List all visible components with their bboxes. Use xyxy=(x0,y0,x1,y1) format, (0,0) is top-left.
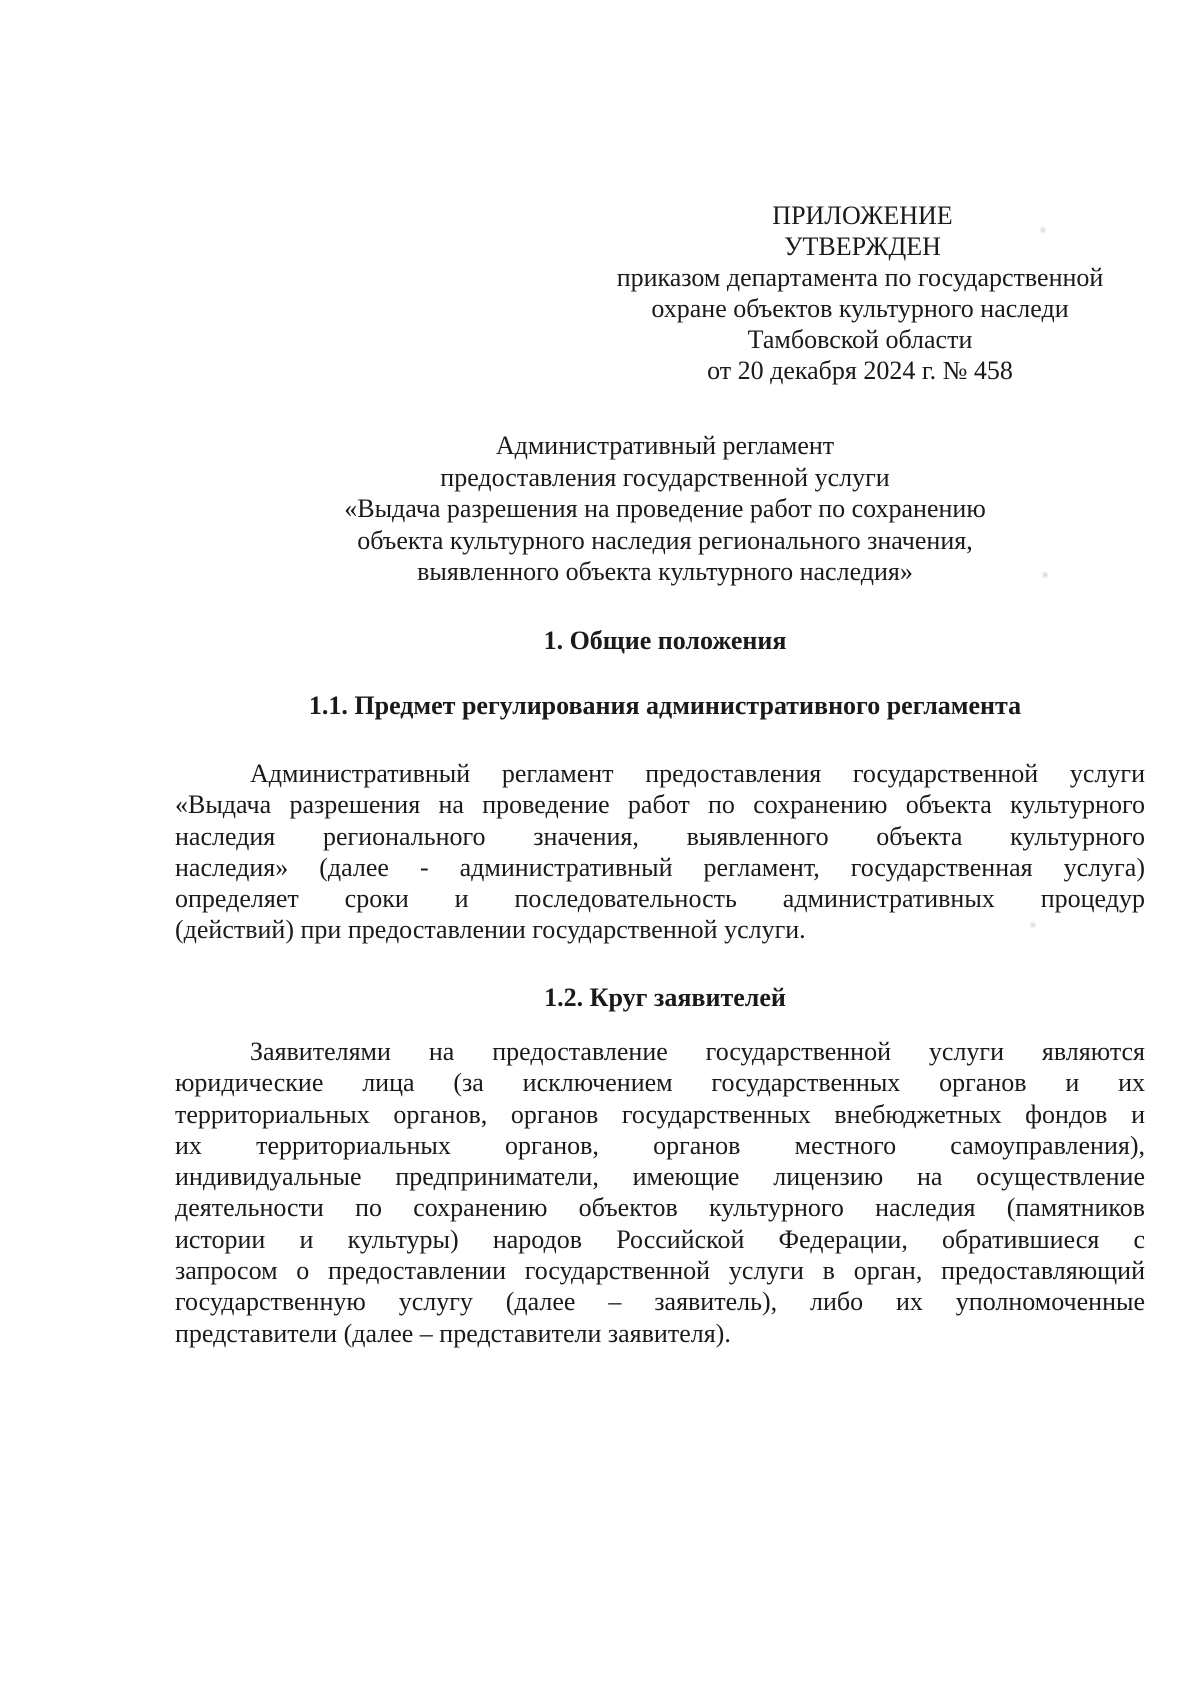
appendix-label: ПРИЛОЖЕНИЕ xyxy=(772,201,953,230)
approval-department-line: охране объектов культурного наследи xyxy=(651,294,1069,323)
section-1-heading: 1. Общие положения xyxy=(543,626,787,655)
title-line-3: «Выдача разрешения на проведение работ по сохранению xyxy=(344,494,986,523)
paragraph-line: Заявителями на предоставление государственной услуги являются xyxy=(250,1037,1145,1066)
paragraph-line: представители (далее – представители заявителя). xyxy=(175,1318,731,1348)
paragraph-line: территориальных органов, органов государственных внебюджетных фондов и xyxy=(175,1099,1145,1129)
paragraph-line: их территориальных органов, органов местного самоуправления), xyxy=(175,1130,1145,1160)
paragraph-line: определяет сроки и последовательность административных процедур xyxy=(175,884,1145,914)
approval-region-line: Тамбовской области xyxy=(747,325,973,354)
paragraph-line: наследия регионального значения, выявленного объекта культурного xyxy=(175,821,1145,851)
title-line-2: предоставления государственной услуги xyxy=(440,462,890,492)
section-1-1-paragraph xyxy=(175,758,1145,946)
section-1-1-heading: 1.1. Предмет регулирования административного регламента xyxy=(308,691,1022,720)
paragraph-line: юридические лица (за исключением государственных органов и их xyxy=(175,1068,1145,1098)
paragraph-line: индивидуальные предприниматели, имеющие лицензию на осуществление xyxy=(175,1162,1145,1192)
paragraph-line: (действий) при предоставлении государственной услуги. xyxy=(175,915,806,945)
paragraph-line: деятельности по сохранению объектов культурного наследия (памятников xyxy=(175,1193,1145,1223)
section-1-2-paragraph xyxy=(175,1036,1145,1349)
paragraph-line: «Выдача разрешения на проведение работ по сохранению объекта культурного xyxy=(175,790,1145,820)
paragraph-line: запросом о предоставлении государственной услуги в орган, предоставляющий xyxy=(175,1256,1145,1286)
scan-speck xyxy=(1040,225,1046,235)
paragraph-line: Административный регламент предоставления государственной услуги xyxy=(250,759,1145,788)
section-1-2-heading: 1.2. Круг заявителей xyxy=(544,983,786,1012)
title-line-4: объекта культурного наследия регионального значения, xyxy=(357,525,973,555)
approval-date-line: от 20 декабря 2024 г. № 458 xyxy=(707,356,1013,385)
document-title xyxy=(175,430,1155,588)
title-line-1: Административный регламент xyxy=(495,431,835,460)
scan-speck xyxy=(1042,570,1048,580)
paragraph-line: истории и культуры) народов Российской Федерации, обратившиеся с xyxy=(175,1224,1145,1254)
paragraph-line: наследия» (далее - административный регламент, государственная услуга) xyxy=(175,852,1145,882)
scan-speck xyxy=(1030,920,1036,930)
approved-label: УТВЕРЖДЕН xyxy=(784,232,941,261)
paragraph-line: государственную услугу (далее – заявитель), либо их уполномоченные xyxy=(175,1287,1145,1317)
title-line-5: выявленного объекта культурного наследия» xyxy=(417,557,913,586)
approval-order-line: приказом департамента по государственной xyxy=(616,263,1104,292)
approval-stamp-block xyxy=(560,200,1160,386)
